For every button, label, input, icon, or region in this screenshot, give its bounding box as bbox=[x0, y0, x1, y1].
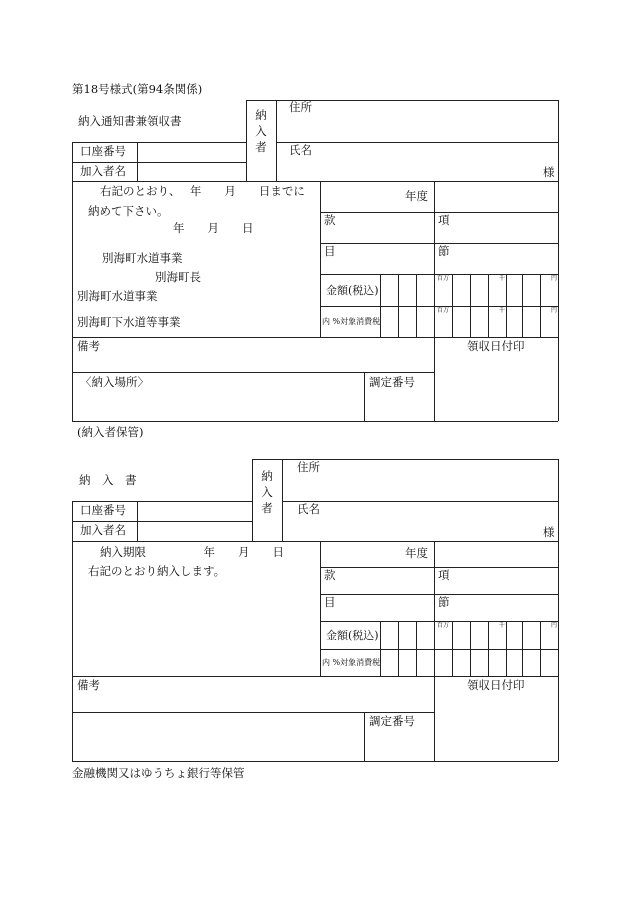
slip2-subscriber-name-label: 加入者名 bbox=[80, 523, 126, 537]
slip2-remarks-label: 備考 bbox=[77, 678, 100, 692]
slip2-due-text-line1: 納入期限 年 月 日 bbox=[100, 545, 284, 559]
slip1-kan-label: 款 bbox=[324, 213, 336, 227]
slip2-unit-sen: 千 bbox=[499, 622, 506, 629]
slip2-title: 納 入 書 bbox=[79, 473, 137, 487]
slip1-subscriber-name-label: 加入者名 bbox=[80, 164, 126, 178]
slip1-unit-en: 円 bbox=[551, 275, 558, 282]
slip2-tax-label: 内 %対象消費税 bbox=[322, 658, 381, 667]
slip2-payer-label: 納 入 者 bbox=[261, 469, 273, 515]
slip2-setsu-label: 節 bbox=[438, 595, 450, 609]
slip2-kou-label: 項 bbox=[438, 568, 450, 582]
slip2-adjustment-number-label: 調定番号 bbox=[369, 714, 415, 728]
slip1-address-label: 住所 bbox=[289, 100, 312, 114]
slip2-honorific: 様 bbox=[543, 525, 555, 539]
slip2-moku-label: 目 bbox=[324, 595, 336, 609]
slip1-footer-note: (納入者保管) bbox=[77, 425, 144, 439]
slip1-name-label: 氏名 bbox=[289, 143, 312, 157]
slip2-due-text-line2: 右記のとおり納入します。 bbox=[88, 564, 226, 578]
slip2-receipt-stamp-label: 領収日付印 bbox=[467, 678, 525, 692]
slip1-moku-label: 目 bbox=[324, 244, 336, 258]
slip1-account-number-label: 口座番号 bbox=[80, 144, 126, 158]
slip1-payer-label: 納 入 者 bbox=[255, 108, 267, 154]
slip1-business1: 別海町水道事業 bbox=[77, 289, 158, 303]
slip1-receipt-stamp-label: 領収日付印 bbox=[467, 339, 525, 353]
slip2-account-number-label: 口座番号 bbox=[80, 503, 126, 517]
slip2-amount-label: 金額(税込) bbox=[326, 629, 379, 642]
slip2-unit-hyakuman: 百万 bbox=[437, 622, 450, 629]
slip1-issuer-line1: 別海町水道事業 bbox=[102, 251, 183, 265]
slip2-kan-label: 款 bbox=[324, 568, 336, 582]
slip1-unit-hyakuman: 百万 bbox=[437, 275, 450, 282]
slip1-due-text-line2: 納めて下さい。 bbox=[88, 204, 169, 218]
slip2-address-label: 住所 bbox=[297, 460, 320, 474]
slip1-adjustment-number-label: 調定番号 bbox=[369, 375, 415, 389]
slip1-due-text-line1: 右記のとおり、 年 月 日までに bbox=[100, 184, 305, 198]
slip1-unit-sen: 千 bbox=[499, 275, 506, 282]
slip1-setsu-label: 節 bbox=[438, 244, 450, 258]
slip1-unit-sen-2: 千 bbox=[499, 307, 506, 314]
form-number: 第18号様式(第94条関係) bbox=[72, 82, 203, 96]
slip1-payment-place-label: 〈納入場所〉 bbox=[80, 375, 149, 389]
slip2-name-label: 氏名 bbox=[297, 502, 320, 516]
slip1-unit-hyakuman-2: 百万 bbox=[437, 307, 450, 314]
slip1-issuer-line2: 別海町長 bbox=[155, 270, 201, 284]
slip1-business2: 別海町下水道等事業 bbox=[77, 315, 181, 329]
slip1-remarks-label: 備考 bbox=[77, 339, 100, 353]
slip1-fiscal-year-label: 年度 bbox=[405, 189, 428, 203]
slip1-tax-label: 内 %対象消費税 bbox=[322, 317, 381, 326]
slip1-honorific: 様 bbox=[543, 165, 555, 179]
slip1-date-text: 年 月 日 bbox=[173, 221, 254, 235]
slip2-unit-en: 円 bbox=[551, 622, 558, 629]
slip1-unit-en-2: 円 bbox=[551, 307, 558, 314]
slip1-amount-label: 金額(税込) bbox=[326, 284, 379, 297]
slip1-kou-label: 項 bbox=[438, 213, 450, 227]
slip1-title: 納入通知書兼領収書 bbox=[78, 114, 182, 128]
slip2-footer-note: 金融機関又はゆうちょ銀行等保管 bbox=[72, 766, 245, 780]
slip2-fiscal-year-label: 年度 bbox=[405, 546, 428, 560]
